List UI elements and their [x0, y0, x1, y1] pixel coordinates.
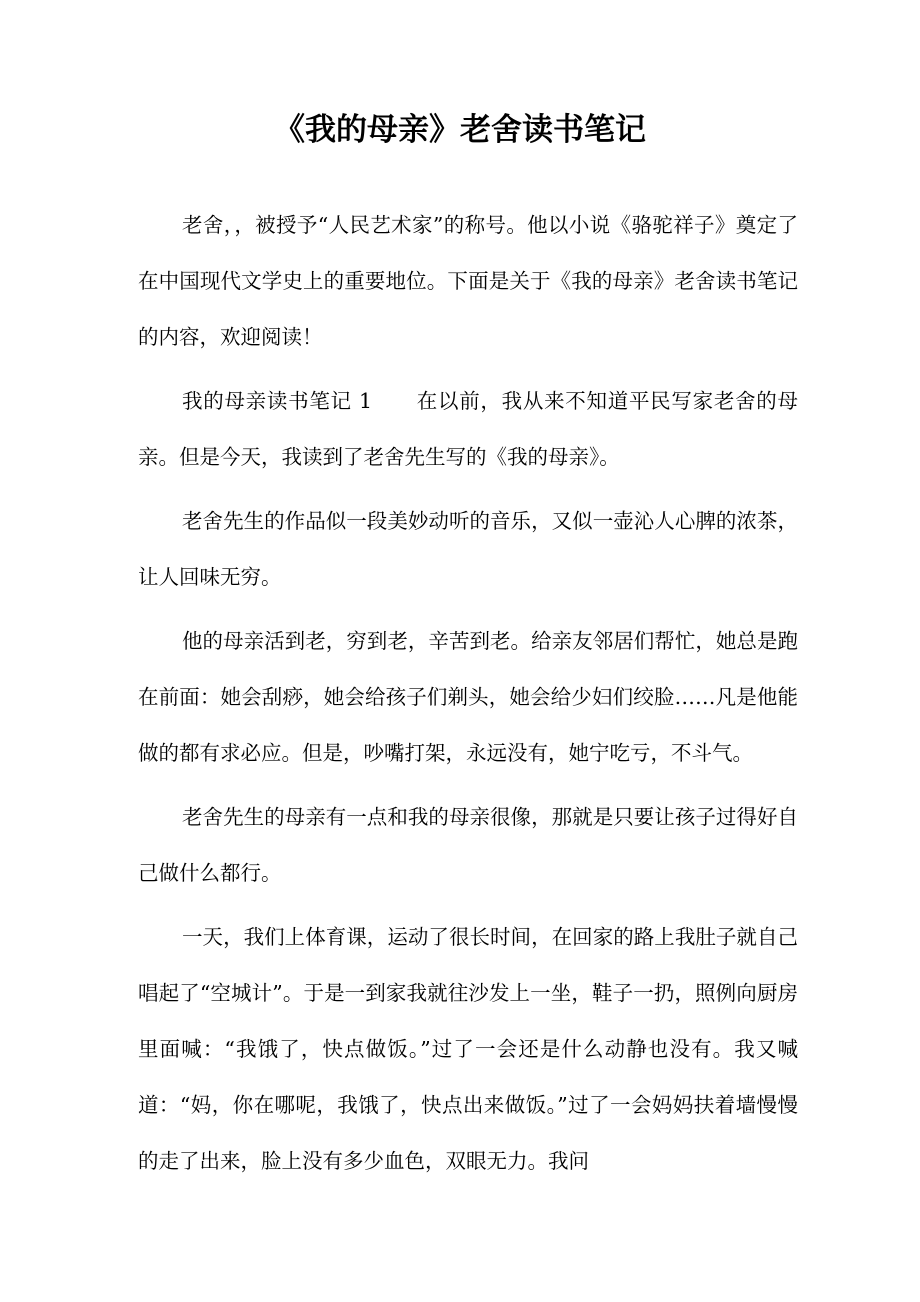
paragraph: 一天，我们上体育课，运动了很长时间，在回家的路上我肚子就自己唱起了“空城计”。于是一到家我就往沙发上一坐，鞋子一扔，照例向厨房里面喊：“我饿了，快点做饭。”过了一会还是什么动静也没有。我又喊道：“妈，你在哪呢，我饿了，快点出来做饭。”过了一会妈妈扶着墙慢慢的走了出来，脸上没有多少血色，双眼无力。我问	[138, 925, 798, 1173]
paragraph: 他的母亲活到老，穷到老，辛苦到老。给亲友邻居们帮忙，她总是跑在前面：她会刮痧，她会给孩子们剃头，她会给少妇们绞脸……凡是他能做的都有求必应。但是，吵嘴打架，永远没有，她宁吃亏，不斗气。	[138, 629, 798, 765]
paragraph: 老舍先生的母亲有一点和我的母亲很像，那就是只要让孩子过得好自己做什么都行。	[138, 805, 798, 885]
document-title: 《我的母亲》老舍读书笔记	[274, 112, 646, 148]
document-body	[138, 197, 798, 1197]
intro-paragraph: 老舍，，被授予“人民艺术家”的称号。他以小说《骆驼祥子》奠定了在中国现代文学史上的重要地位。下面是关于《我的母亲》老舍读书笔记的内容，欢迎阅读！	[138, 213, 798, 349]
section-first-paragraph	[138, 373, 798, 485]
section-first-text: 在以前，我从来不知道平民写家老舍的母亲。但是今天，我读到了老舍先生写的《我的母亲》。	[138, 389, 799, 469]
paragraph: 老舍先生的作品似一段美妙动听的音乐，又似一壶沁人心脾的浓茶，让人回味无穷。	[138, 509, 798, 589]
section-heading: 我的母亲读书笔记 1	[182, 389, 373, 413]
